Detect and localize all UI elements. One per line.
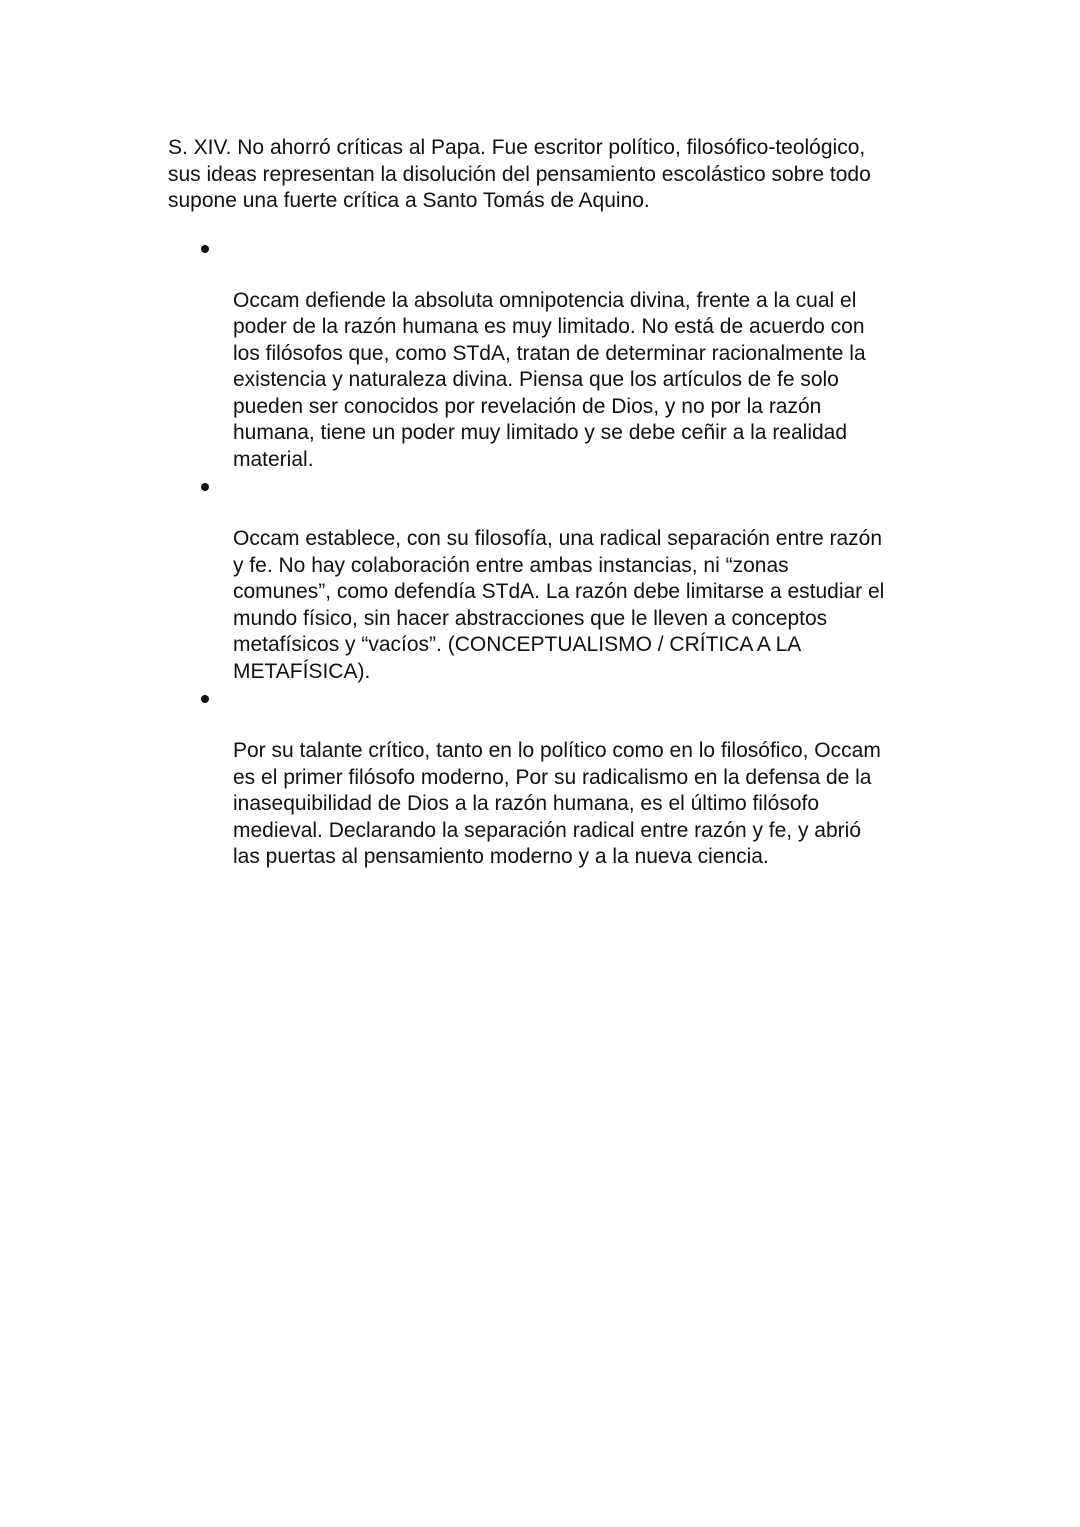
list-item-text: Occam establece, con su filosofía, una radical separación entre razón y fe. No hay colaboración entre ambas instancias, ni “zonas comunes”, como defendía STdA. La razón debe limitarse a estudiar el mundo físico, sin hacer abstracciones que le lleven a conceptos metafísicos y “vacíos”. (CONCEPTUALISMO / CRÍTICA A LA METAFÍSICA). [233, 527, 885, 683]
list-item [168, 473, 928, 685]
bullet-icon [201, 245, 209, 253]
bullet-icon [201, 483, 209, 491]
list-item [168, 685, 928, 871]
document-body [168, 135, 928, 871]
bullet-list [168, 235, 928, 871]
bullet-icon [201, 695, 209, 703]
list-item-text: Occam defiende la absoluta omnipotencia divina, frente a la cual el poder de la razón humana es muy limitado. No está de acuerdo con los filósofos que, como STdA, tratan de determinar racionalmente la existencia y naturaleza divina. Piensa que los artículos de fe solo pueden ser conocidos por revelación de Dios, y no por la razón humana, tiene un poder muy limitado y se debe ceñir a la realidad material. [233, 288, 866, 471]
intro-paragraph: S. XIV. No ahorró críticas al Papa. Fue escritor político, filosófico-teológico, sus ideas representan la disolución del pensamiento escolástico sobre todo supone una fuerte crítica a Santo Tomás de Aquino. [168, 136, 871, 212]
list-item [168, 235, 928, 474]
list-item-text: Por su talante crítico, tanto en lo político como en lo filosófico, Occam es el primer filósofo moderno, Por su radicalismo en la defensa de la inasequibilidad de Dios a la razón humana, es el último filósofo medieval. Declarando la separación radical entre razón y fe, y abrió las puertas al pensamiento moderno y a la nueva ciencia. [233, 739, 881, 868]
